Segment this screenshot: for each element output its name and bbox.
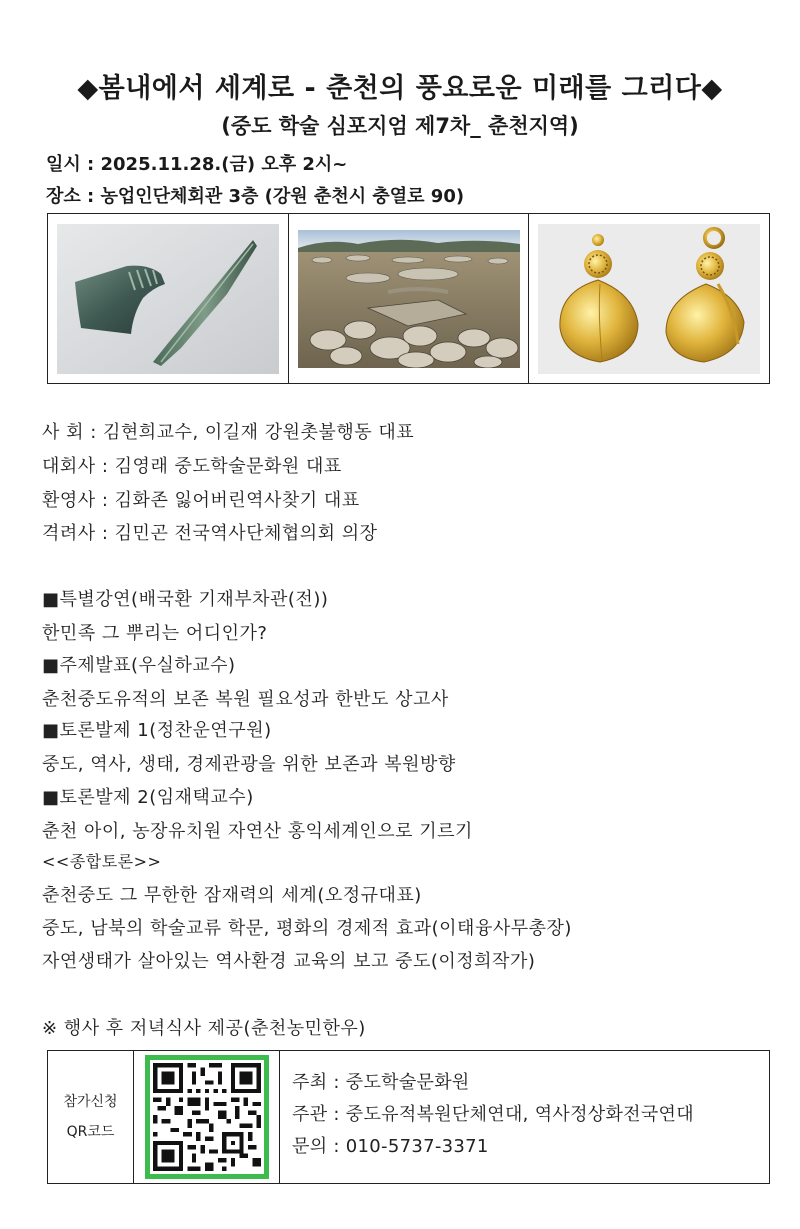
program-general-discussion-heading: <<종합토론>> [42, 852, 162, 871]
program-general-item-2: 중도, 남북의 학술교류 학문, 평화의 경제적 효과(이태융사무총장) [42, 918, 572, 939]
bronze-artifacts-photo [57, 224, 279, 374]
dolmen-stones-photo [298, 230, 520, 368]
program-general-item-3: 자연생태가 살아있는 역사환경 교육의 보고 중도(이정희작가) [42, 951, 536, 972]
host-line: 주최 : 중도학술문화원 [292, 1072, 470, 1093]
dinner-note: ※ 행사 후 저녁식사 제공(춘천농민한우) [42, 1018, 366, 1039]
photo-cell-earrings [529, 214, 769, 383]
gold-earrings-photo [538, 224, 760, 374]
qr-label [48, 1051, 134, 1183]
program-general-item-1: 춘천중도 그 무한한 잠재력의 세계(오정규대표) [42, 885, 422, 906]
event-subtitle: (중도 학술 심포지엄 제7차_ 춘천지역) [221, 114, 579, 138]
program-discussion1-heading: ■토론발제 1(정찬운연구원) [42, 720, 272, 741]
event-date: 일시 : 2025.11.28.(금) 오후 2시~ [46, 154, 348, 175]
qr-frame[interactable] [145, 1055, 269, 1179]
program-discussion1-topic: 중도, 역사, 생태, 경제관광을 위한 보존과 복원방향 [42, 754, 456, 775]
event-place: 장소 : 농업인단체회관 3층 (강원 춘천시 충열로 90) [46, 186, 465, 207]
photo-cell-dolmen [289, 214, 530, 383]
program-special-lecture-topic: 한민족 그 뿌리는 어디인가? [42, 623, 268, 644]
qr-code-icon[interactable] [153, 1063, 261, 1171]
organizer-info [280, 1051, 769, 1183]
program-keynote-topic: 춘천중도유적의 보존 복원 필요성과 한반도 상고사 [42, 689, 449, 710]
program-discussion2-heading: ■토론발제 2(임재택교수) [42, 787, 254, 808]
program-keynote-heading: ■주제발표(우실하교수) [42, 655, 236, 676]
event-title: ◆봄내에서 세계로 - 춘천의 풍요로운 미래를 그리다◆ [77, 73, 723, 104]
program-special-lecture-heading: ■특별강연(배국환 기재부차관(전)) [42, 589, 329, 610]
registration-table [47, 1050, 770, 1184]
photo-cell-artifacts [48, 214, 289, 383]
qr-cell [134, 1051, 280, 1183]
qr-label-line2: QR코드 [66, 1124, 115, 1140]
organizer-line: 주관 : 중도유적복원단체연대, 역사정상화전국연대 [292, 1104, 694, 1125]
program-discussion2-topic: 춘천 아이, 농장유치원 자연산 홍익세계인으로 기르기 [42, 821, 473, 842]
photo-table [47, 213, 770, 384]
contact-line[interactable]: 문의 : 010-5737-3371 [292, 1136, 489, 1157]
official-host-speech: 대회사 : 김영래 중도학술문화원 대표 [42, 456, 342, 477]
official-welcome: 환영사 : 김화존 잃어버린역사찾기 대표 [42, 490, 360, 511]
official-encouragement: 격려사 : 김민곤 전국역사단체협의회 의장 [42, 523, 378, 544]
official-mc: 사 회 : 김현희교수, 이길재 강원촛불행동 대표 [42, 422, 415, 443]
qr-label-line1: 참가신청 [63, 1094, 118, 1110]
